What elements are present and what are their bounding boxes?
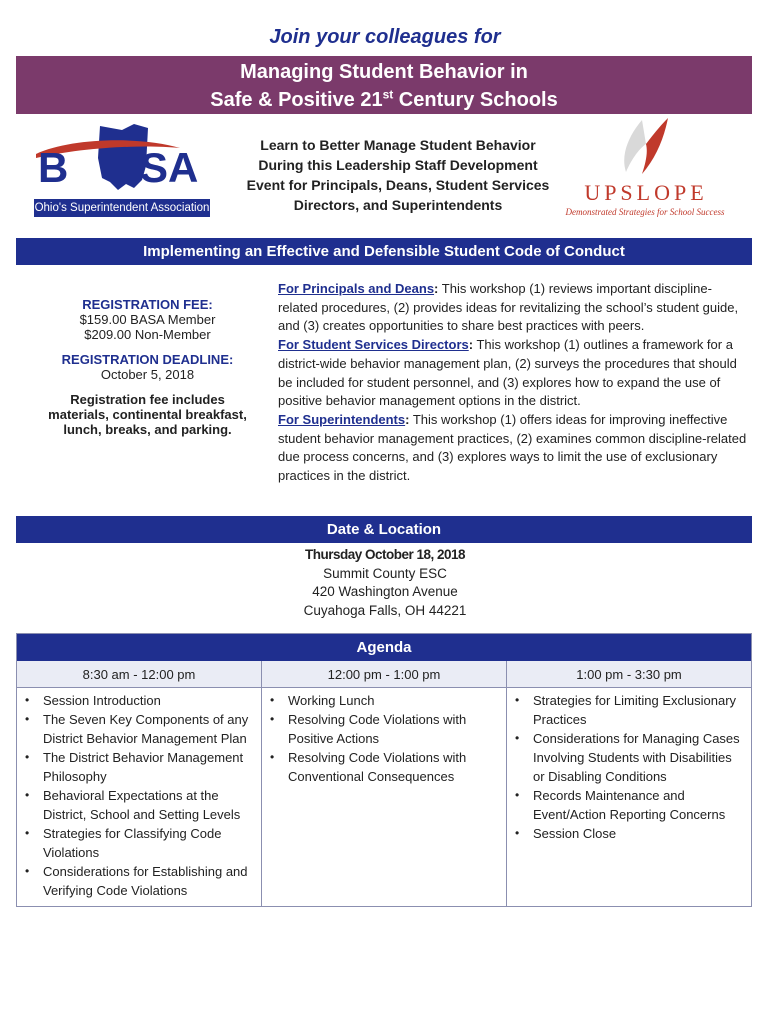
- banner-line-2-sup: st: [382, 87, 394, 102]
- agenda-item: • Strategies for Classifying Code Violations: [21, 824, 255, 862]
- location-block: [0, 546, 770, 621]
- agenda-time: 8:30 am - 12:00 pm: [17, 661, 262, 687]
- fee-member: $159.00 BASA Member: [79, 312, 216, 327]
- deadline-date: October 5, 2018: [100, 367, 195, 382]
- agenda-item: • Resolving Code Violations with Positive Actions: [266, 710, 500, 748]
- principals-text: This workshop (1) reviews important discipline-related procedures, (2) provides ideas for revitalizing the school’s student guide, and (3) creates opportunities to share best practices with peers.: [278, 281, 739, 334]
- svg-text:B: B: [38, 144, 69, 191]
- banner-line-1: Managing Student Behavior in: [240, 61, 528, 83]
- services-paragraph: For Student Services Directors: This workshop (1) outlines a framework for a district-wide behavior management plan, (2) surveys the procedures that should be included for student personnel, and (3) explores how to expand the use of positive behavior management options in the district.: [278, 337, 737, 409]
- agenda-item: • The District Behavior Management Philosophy: [21, 748, 255, 786]
- event-date: Thursday October 18, 2018: [304, 547, 466, 562]
- agenda-item: • Resolving Code Violations with Conventional Consequences: [266, 748, 500, 786]
- section-title-bar: Implementing an Effective and Defensible Student Code of Conduct: [16, 238, 752, 265]
- supers-lead: For Superintendents: [278, 411, 406, 427]
- svg-text:SA: SA: [140, 144, 199, 191]
- agenda-item: • Strategies for Limiting Exclusionary Practices: [511, 691, 745, 729]
- fee-header: REGISTRATION FEE:: [82, 297, 213, 312]
- registration-box: [30, 297, 265, 437]
- banner-line-2-pre: Safe & Positive 21: [210, 89, 383, 111]
- intro-line: Learn to Better Manage Student Behavior: [260, 137, 536, 153]
- services-lead: For Student Services Directors: [278, 337, 469, 353]
- includes-line: lunch, breaks, and parking.: [63, 422, 232, 437]
- svg-text:A: A: [74, 144, 105, 191]
- agenda-item: • Session Introduction: [21, 691, 255, 710]
- main-title-banner: [16, 56, 752, 114]
- agenda-time: 12:00 pm - 1:00 pm: [262, 661, 507, 687]
- agenda-time: 1:00 pm - 3:30 pm: [576, 667, 682, 682]
- upslope-tagline: Demonstrated Strategies for School Success: [565, 207, 725, 217]
- principals-lead: For Principals and Deans: [278, 281, 435, 296]
- agenda-item: • Behavioral Expectations at the District, School and Setting Levels: [21, 786, 255, 824]
- includes-line: materials, continental breakfast,: [48, 407, 247, 422]
- upslope-wordmark: UPSLOPE: [584, 180, 708, 205]
- agenda-title: Agenda: [17, 634, 751, 661]
- basa-tagline: Ohio's Superintendent Association: [34, 199, 210, 217]
- date-location-bar: Date & Location: [16, 516, 752, 543]
- banner-line-2: [16, 86, 752, 114]
- services-text: This workshop (1) outlines a framework for a district-wide behavior management plan, (2) surveys the procedures that should be included for student personnel, and (3) explores how to expand the use of positive behavior management options in the district.: [278, 337, 737, 409]
- includes-line: Registration fee includes: [70, 392, 225, 407]
- agenda-item: • Session Close: [511, 824, 745, 843]
- agenda-table: [16, 633, 752, 907]
- supers-paragraph: For Superintendents: This workshop (1) offers ideas for improving ineffective student behavior management practices, (2) examines common discipline-related due process concerns, and (3) explores ways to limit the use of exclusionary practices in the district.: [278, 411, 747, 484]
- principals-paragraph: For Principals and Deans: This workshop (1) reviews important discipline-related procedures, (2) provides ideas for revitalizing the school’s student guide, and (3) creates opportunities to share best practices with peers.: [278, 281, 739, 334]
- banner-line-2-post: Century Schools: [393, 89, 558, 111]
- supers-text: This workshop (1) offers ideas for improving ineffective student behavior management practices, (2) examines common discipline-related due process concerns, and (3) explores ways to limit the use of exclusionary practices in the district.: [278, 411, 747, 484]
- intro-text: [238, 135, 558, 215]
- intro-line: During this Leadership Staff Development: [258, 157, 538, 173]
- intro-line: Event for Principals, Deans, Student Services: [246, 177, 550, 193]
- agenda-item: • Considerations for Managing Cases Involving Students with Disabilities or Disabling Conditions: [511, 729, 745, 786]
- agenda-item: • Records Maintenance and Event/Action Reporting Concerns: [511, 786, 745, 824]
- workshop-descriptions: [278, 280, 748, 486]
- agenda-time-row: [17, 661, 751, 688]
- fee-nonmember: $209.00 Non-Member: [84, 327, 211, 342]
- agenda-body: [17, 688, 751, 906]
- top-title: Join your colleagues for: [269, 26, 501, 48]
- agenda-column-morning: [17, 688, 262, 906]
- venue-city: Cuyahoga Falls, OH 44221: [303, 603, 467, 619]
- agenda-column-lunch: [262, 688, 507, 906]
- venue-name: Summit County ESC: [323, 565, 447, 581]
- agenda-item: • Working Lunch: [266, 691, 500, 710]
- agenda-item: • The Seven Key Components of any District Behavior Management Plan: [21, 710, 255, 748]
- venue-street: 420 Washington Avenue: [312, 584, 458, 600]
- deadline-header: REGISTRATION DEADLINE:: [61, 352, 234, 367]
- agenda-item: • Considerations for Establishing and Verifying Code Violations: [21, 862, 255, 900]
- intro-line: Directors, and Superintendents: [293, 197, 503, 213]
- agenda-column-afternoon: [507, 688, 751, 906]
